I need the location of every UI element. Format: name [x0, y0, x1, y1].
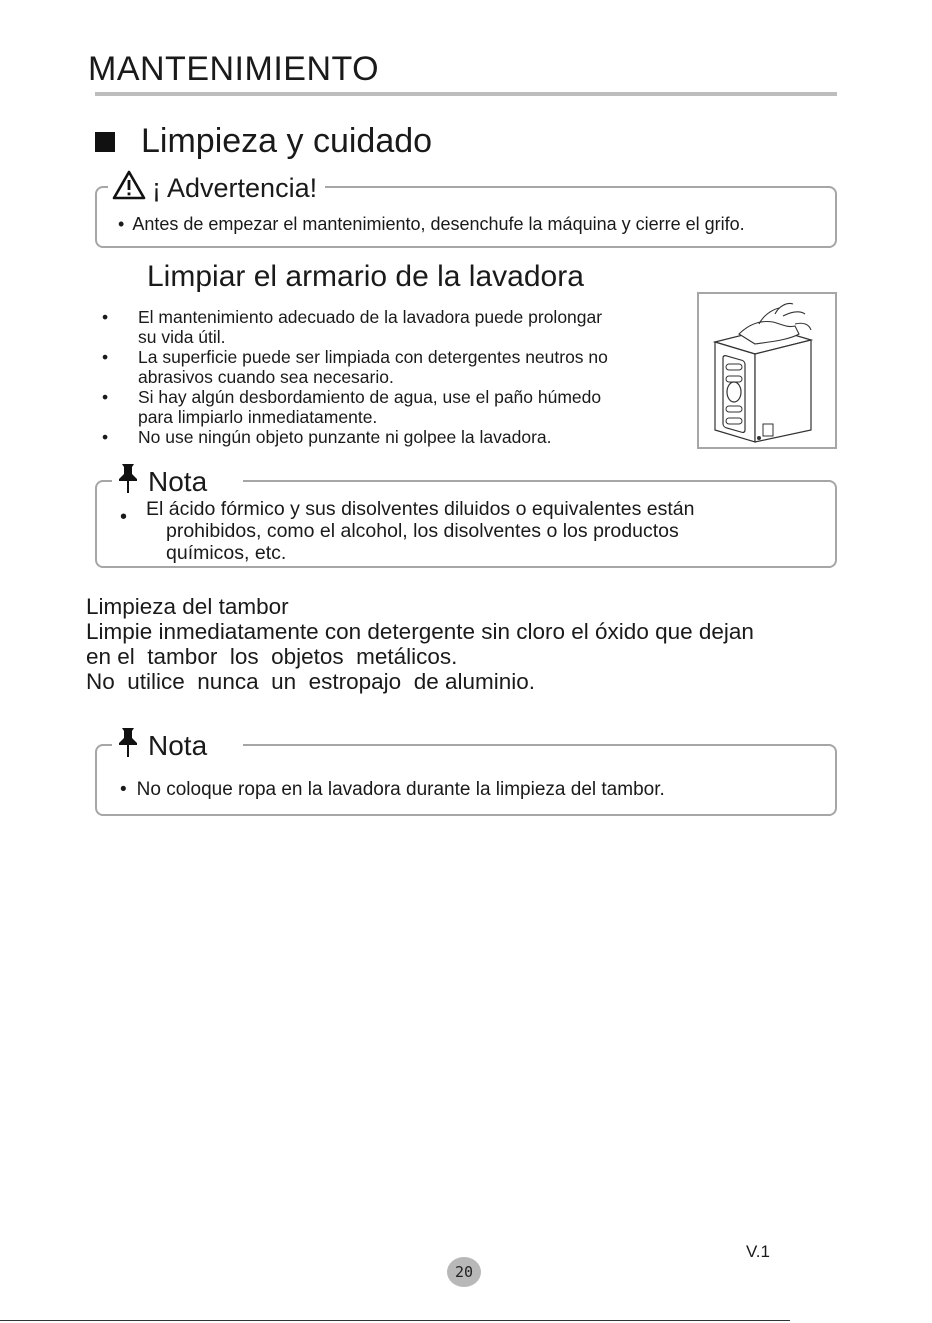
bullet: •	[120, 506, 128, 528]
note-text: El ácido fórmico y sus disolventes diluidos o equivalentes están prohibidos, como el alcohol, los disolventes o los productos químicos, etc.	[146, 498, 695, 564]
bullet: •	[120, 779, 127, 800]
title-divider	[95, 92, 837, 96]
note-label: Nota	[148, 465, 208, 497]
warning-label: ¡ Advertencia!	[152, 173, 318, 203]
warning-triangle-icon	[112, 170, 146, 207]
note-header	[112, 462, 243, 501]
drum-line: Limpie inmediatamente con detergente sin cloro el óxido que dejan	[86, 619, 754, 644]
list-item: • No use ningún objeto punzante ni golpee la lavadora.	[100, 427, 690, 447]
cabinet-title: Limpiar el armario de la lavadora	[147, 260, 584, 293]
section-heading	[95, 122, 432, 161]
washing-machine-illustration	[697, 292, 837, 449]
warning-text	[118, 214, 745, 235]
section-title: Limpieza y cuidado	[141, 122, 433, 160]
pushpin-icon	[116, 726, 140, 765]
note-header	[112, 726, 243, 765]
version-label: V.1	[746, 1242, 770, 1261]
drum-line: en el tambor los objetos metálicos.	[86, 644, 458, 669]
cabinet-list	[100, 307, 690, 447]
bullet: •	[118, 214, 125, 234]
list-item: • Si hay algún desbordamiento de agua, use el paño húmedo para limpiarlo inmediatamente.	[100, 387, 690, 427]
bottom-divider	[0, 1320, 790, 1321]
drum-section	[86, 594, 846, 694]
page-number: 20	[447, 1257, 481, 1287]
square-bullet-icon	[95, 132, 115, 152]
page-title: MANTENIMIENTO	[88, 50, 380, 88]
note-label: Nota	[148, 729, 208, 761]
list-item: • El mantenimiento adecuado de la lavadora puede prolongar su vida útil.	[100, 307, 690, 347]
warning-header	[108, 170, 325, 207]
drum-title: Limpieza del tambor	[86, 594, 289, 619]
list-item: • La superficie puede ser limpiada con detergentes neutros no abrasivos cuando sea necesario.	[100, 347, 690, 387]
pushpin-icon	[116, 462, 140, 501]
warning-message: Antes de empezar el mantenimiento, desenchufe la máquina y cierre el grifo.	[132, 214, 745, 234]
note-text: • No coloque ropa en la lavadora durante la limpieza del tambor.	[120, 779, 665, 800]
drum-line: No utilice nunca un estropajo de aluminio.	[86, 669, 536, 694]
